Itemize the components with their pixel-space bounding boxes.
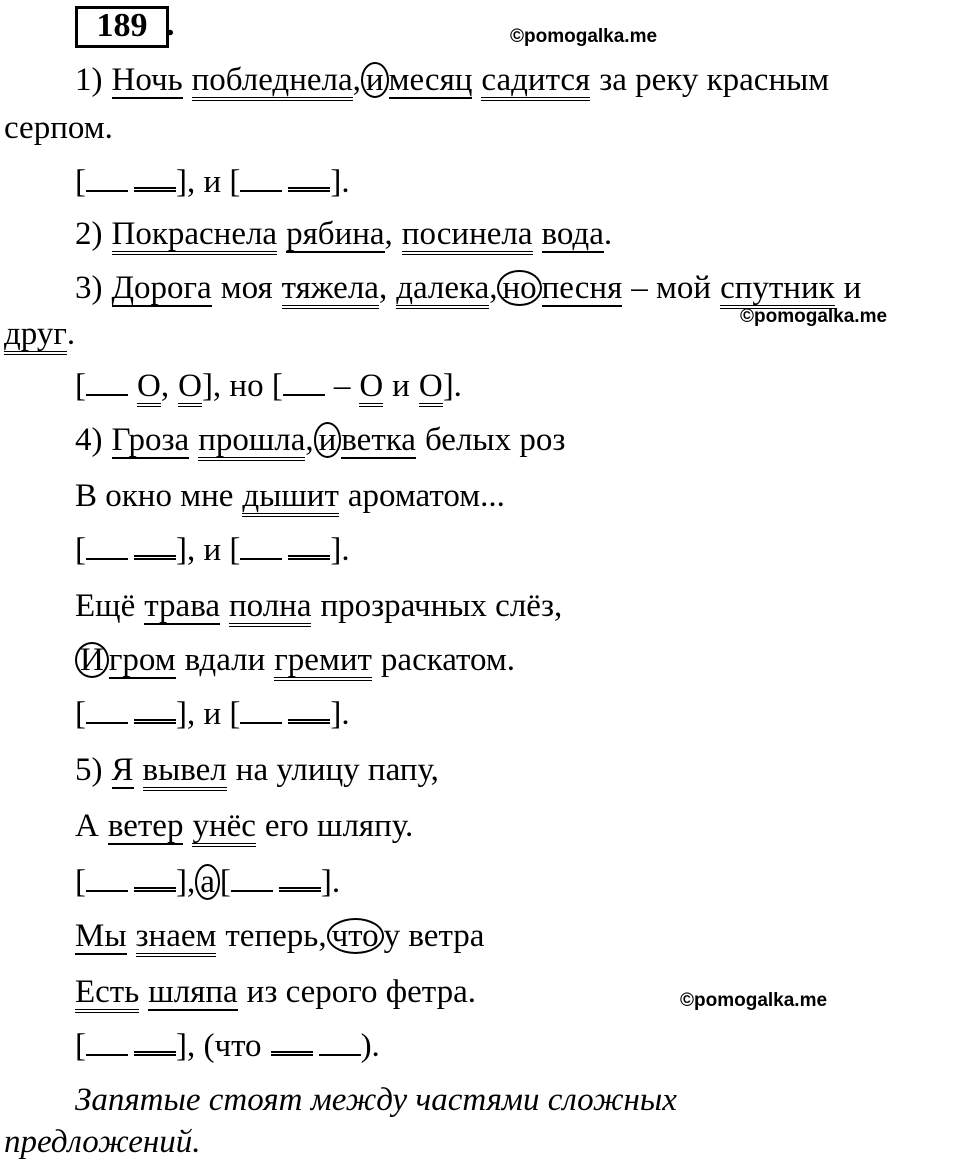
conclusion-line-2: предложений.	[4, 1124, 201, 1160]
predicate-word: спутник	[720, 272, 835, 309]
subject-word: Ночь	[111, 62, 183, 98]
subject-word: Мы	[75, 918, 127, 954]
subject-word: вода	[541, 216, 604, 252]
predicate-word: унёс	[192, 810, 255, 847]
conjunction-circle: и	[314, 422, 342, 458]
conjunction-circle: но	[497, 270, 541, 306]
sentence-1-line-2: серпом.	[4, 110, 113, 146]
scheme-2: [ О, О], но [ – О и О].	[75, 366, 462, 407]
sentence-3-line-1: 3) Дорога моя тяжела, далека, но песня – мой спутник и	[75, 268, 861, 309]
subject-word: шляпа	[148, 974, 238, 1010]
predicate-word: садится	[481, 64, 590, 101]
watermark: ©pomogalka.me	[740, 306, 888, 327]
scheme-6: [ ], (что ).	[75, 1028, 380, 1064]
scheme-1: [ ], и [ ].	[75, 164, 350, 200]
scheme-4: [ ], и [ ].	[75, 696, 350, 732]
conjunction-circle: что	[327, 918, 384, 954]
predicate-word: друг	[4, 318, 67, 355]
sentence-1-line-1: 1) Ночь побледнела, и месяц садится за реку красным	[75, 60, 829, 101]
predicate-word: побледнела	[192, 64, 353, 101]
predicate-word: знаем	[136, 920, 217, 957]
subject-word: гром	[108, 642, 176, 678]
subject-word: песня	[541, 270, 623, 306]
exercise-number-box: 189	[75, 6, 169, 48]
predicate-word: далека	[396, 272, 489, 309]
subject-word: трава	[144, 588, 220, 624]
predicate-word: дышит	[242, 480, 338, 517]
watermark: ©pomogalka.me	[680, 990, 828, 1011]
watermark: ©pomogalka.me	[510, 26, 658, 47]
conclusion-line-1: Запятые стоят между частями сложных	[75, 1082, 677, 1118]
conjunction-circle: И	[75, 642, 109, 678]
sentence-4-line-4: И гром вдали гремит раскатом.	[75, 640, 515, 681]
subject-word: Я	[111, 752, 134, 788]
predicate-word: прошла	[198, 424, 305, 461]
predicate-word: тяжела	[282, 272, 379, 309]
sentence-4-line-1: 4) Гроза прошла, и ветка белых роз	[75, 420, 565, 461]
sentence-5-line-2: А ветер унёс его шляпу.	[75, 806, 413, 847]
predicate-word: посинела	[402, 218, 533, 255]
sentence-5-line-1: 5) Я вывел на улицу папу,	[75, 750, 439, 791]
subject-word: ветер	[107, 808, 184, 844]
sentence-4-line-2: В окно мне дышит ароматом...	[75, 476, 505, 517]
sentence-4-line-3: Ещё трава полна прозрачных слёз,	[75, 586, 562, 627]
subject-word: месяц	[388, 62, 473, 98]
conjunction-circle: а	[195, 864, 220, 900]
conjunction-circle: и	[361, 62, 389, 98]
sentence-5-line-3: Мы знаем теперь, что у ветра	[75, 916, 484, 957]
subject-word: Дорога	[111, 270, 212, 306]
sentence-5-line-4: Есть шляпа из серого фетра.	[75, 972, 476, 1013]
subject-word: рябина	[286, 216, 385, 252]
predicate-word: полна	[229, 590, 312, 627]
predicate-word: гремит	[274, 644, 372, 681]
sentence-2: 2) Покраснела рябина, посинела вода.	[75, 214, 612, 255]
sentence-3-line-2: друг.	[4, 314, 75, 355]
predicate-word: Есть	[75, 976, 139, 1013]
scheme-3: [ ], и [ ].	[75, 532, 350, 568]
subject-word: Гроза	[111, 422, 190, 458]
predicate-word: Покраснела	[112, 218, 278, 255]
scheme-5: [ ], а [ ].	[75, 864, 341, 900]
exercise-number-dot: .	[166, 6, 175, 43]
subject-word: ветка	[341, 422, 416, 458]
predicate-word: вывел	[143, 754, 227, 791]
